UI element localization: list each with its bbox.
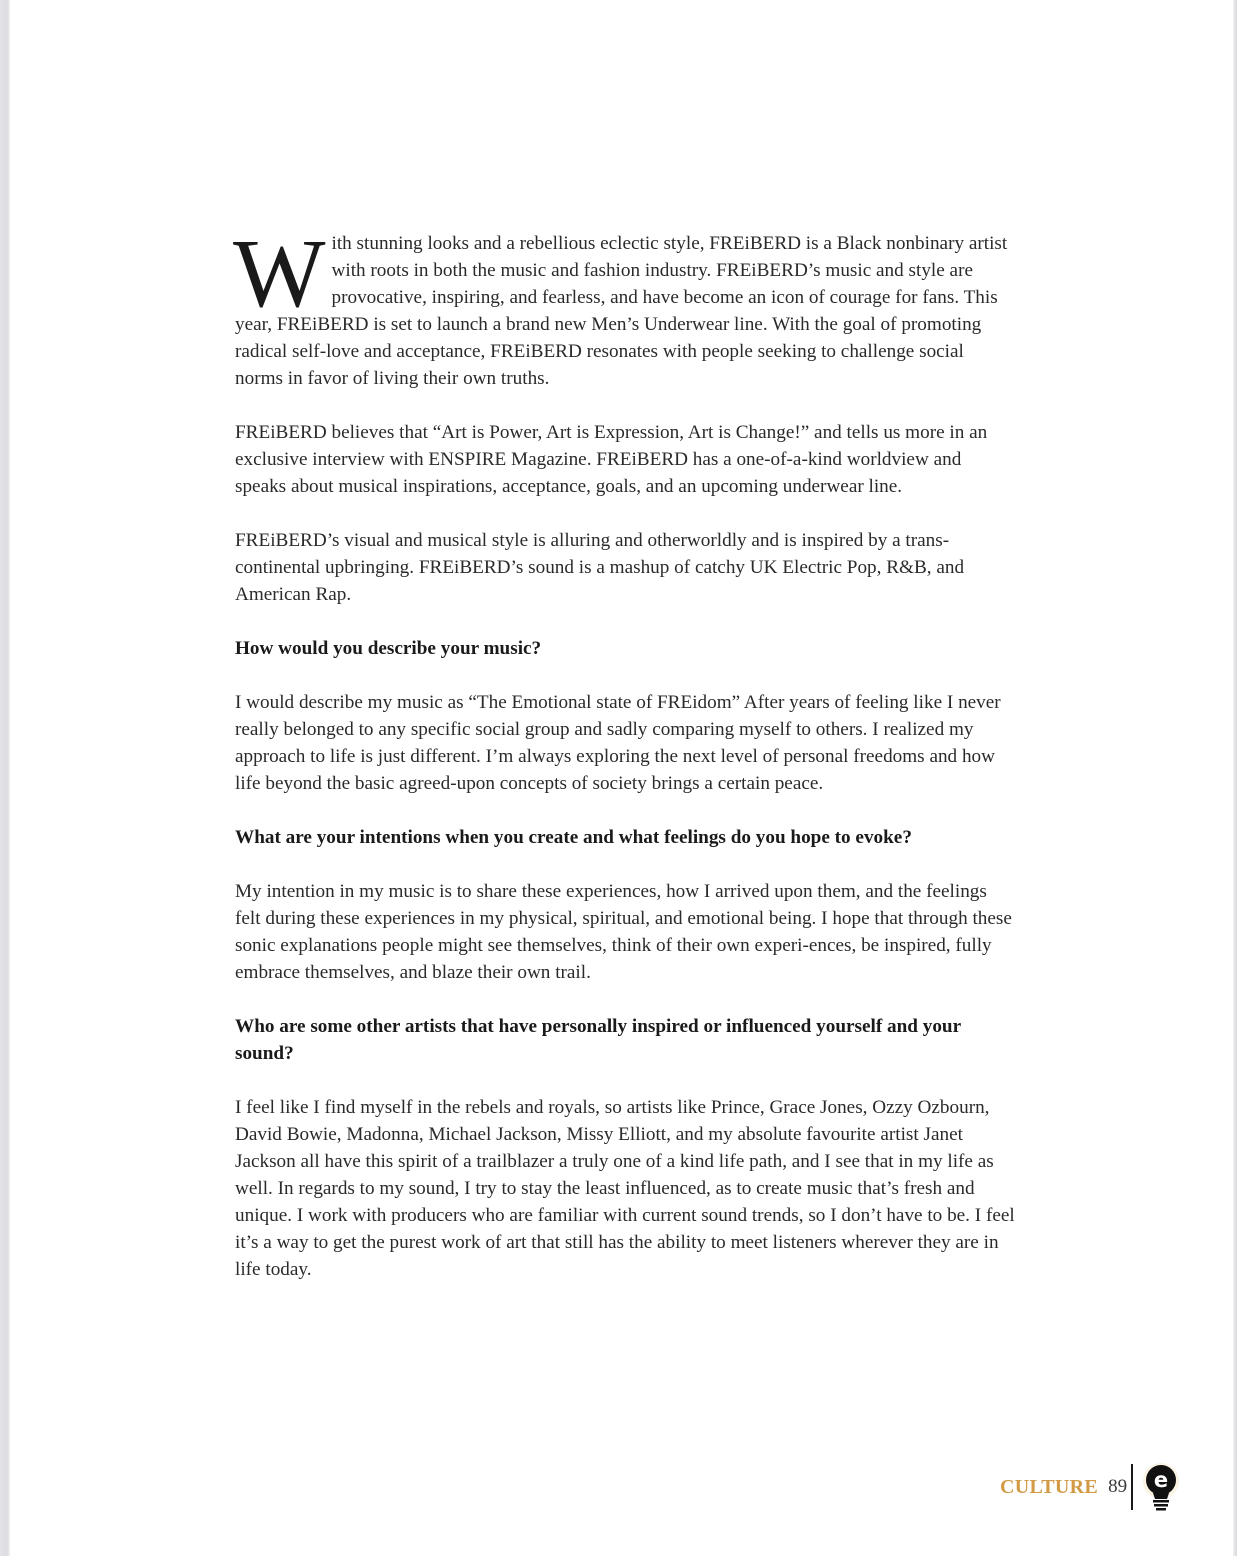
lightbulb-e-logo-icon xyxy=(1141,1463,1181,1511)
article-body xyxy=(233,220,1015,1310)
intro-text: ith stunning looks and a rebellious eclectic style, FREiBERD is a Black nonbinary artist with roots in both the music and fashion industry. FREiBERD’s music and style are provocative, inspiring, and fearless, and have become an icon of courage for fans. This year, FREiBERD is set to launch a brand new Men’s Underwear line. With the goal of promoting radical self-love and acceptance, FREiBERD resonates with people seeking to challenge social norms in favor of living their own truths. xyxy=(235,233,1008,389)
section-label: CULTURE xyxy=(1000,1475,1099,1498)
paragraph-3: FREiBERD’s visual and musical style is alluring and otherworldly and is inspired by a trans-continental upbringing. FREiBERD’s sound is a mashup of catchy UK Electric Pop, R&B, and American Rap. xyxy=(235,530,965,605)
interview-question: How would you describe your music? xyxy=(235,638,542,659)
page-number: 89 xyxy=(1108,1476,1128,1497)
interview-answer: I would describe my music as “The Emotional state of FREidom” After years of feeling like I never really belonged to any specific social group and sadly comparing myself to others. I realized my approach to life is just different. I’m always exploring the next level of personal freedoms and how life beyond the basic agreed-upon concepts of society brings a certain peace. xyxy=(235,692,1001,794)
svg-text:e: e xyxy=(1153,1468,1169,1492)
interview-answer: I feel like I find myself in the rebels and royals, so artists like Prince, Grace Jones, Ozzy Ozbourn, David Bowie, Madonna, Michael Jackson, Missy Elliott, and my absolute favourite artist Janet Jackson all have this spirit of a trailblazer a truly one of a kind life path, and I see that in my life as well. In regards to my sound, I try to stay the least influenced, as to create music that’s fresh and unique. I work with producers who are familiar with current sound trends, so I don’t have to be. I feel it’s a way to get the purest work of art that still has the ability to meet listeners wherever they are in life today. xyxy=(235,1097,1015,1280)
footer-divider xyxy=(1131,1464,1133,1510)
viewer-left-edge xyxy=(0,0,10,1556)
viewer-right-edge xyxy=(1233,0,1237,1556)
interview-question: What are your intentions when you create and what feelings do you hope to evoke? xyxy=(235,827,912,848)
paragraph-2: FREiBERD believes that “Art is Power, Art is Expression, Art is Change!” and tells us more in an exclusive interview with ENSPIRE Magazine. FREiBERD has a one-of-a-kind worldview and speaks about musical inspirations, acceptance, goals, and an upcoming underwear line. xyxy=(235,422,988,497)
intro-paragraph xyxy=(233,220,1015,392)
interview-answer: My intention in my music is to share these experiences, how I arrived upon them, and the feelings felt during these experiences in my physical, spiritual, and emotional being. I hope that through these sonic explanations people might see themselves, think of their own experi-ences, be inspired, fully embrace themselves, and blaze their own trail. xyxy=(235,881,1012,983)
drop-cap: W xyxy=(233,220,326,328)
interview-question: Who are some other artists that have personally inspired or influenced yourself and your sound? xyxy=(235,1016,961,1064)
page-footer xyxy=(1000,1462,1181,1512)
